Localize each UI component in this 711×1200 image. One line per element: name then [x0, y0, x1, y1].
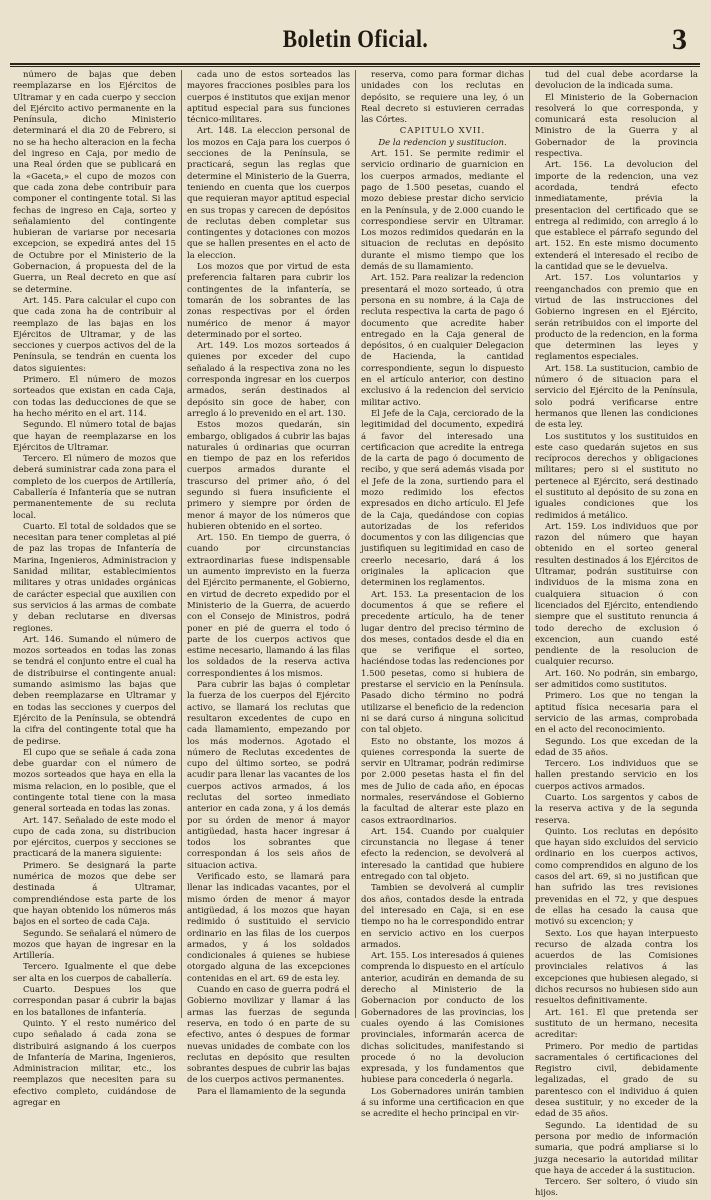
paragraph: Segundo. Los que excedan de la edad de 35 años. [535, 736, 698, 758]
paragraph: Art. 152. Para realizar la redencion presentará el mozo sorteado, ú otra persona en su nombre, á la Caja de recluta respectiva la carta de pago ó documento que acredite haber entregado en la Caja general de depósitos, ó en cualquier Delegacion de Hacienda, la cantidad correspondiente, segun lo dispuesto en el artículo anterior, con destino exclusivo á la redencion del servicio militar activo. [361, 273, 524, 408]
paragraph: Tercero. El número de mozos que deberá suministrar cada zona para el completo de los cuerpos de Artillería, Caballería é Infantería que se nutran permanentemente de su recluta local. [13, 454, 176, 521]
paragraph: Art. 154. Cuando por cualquier circunstancia no llegase á tener efecto la redencion, se devolverá al interesado la cantidad que hubiere entregado con tal objeto. [361, 826, 524, 883]
paragraph: número de bajas que deben reemplazarse en los Ejércitos de Ultramar y en cada cuerpo y seccion del Ejército activo permanente en la Península, dicho Ministerio determinará el dia 20 de Febrero, si no se ha hecho alteracion en la fecha del ingreso en Caja, por medio de una Real órden que se publicará en la «Gaceta,» el cupo de mozos con que cada zona debe contribuir para componer el contingente total. Si las fechas de ingreso en Caja, sorteo y señalamiento del contingente hubieran de variarse por necesaria excepcion, se expedirá antes del 15 de Octubre por el Ministerio de la Gobernacion, á propuesta del de la Guerra, un Real decreto en que así se determine. [13, 70, 176, 295]
paragraph: Art. 159. Los individuos que por razon del número que hayan obtenido en el sorteo general resulten destinados á los Ejércitos de Ultramar, podrán sustituirse con individuos de la misma zona en cualquiera situacion ó con licenciados del Ejército, entendiendo siempre que el sustituto renuncia á todo derecho de exclusion ó excencion, aun cuando esté pendiente de la resolucion de cualquier recurso. [535, 521, 698, 668]
paragraph: Tercero. Ser soltero, ó viudo sin hijos. [535, 1177, 698, 1199]
page-header [0, 23, 711, 60]
paragraph: reserva, como para formar dichas unidades con los reclutas en depósito, se requiere una ley, ó un Real decreto si estuvieren cerradas las Córtes. [361, 70, 524, 126]
paragraph: Primero. El número de mozos sorteados que existan en cada Caja, con todas las deducciones de que se ha hecho mérito en el art. 114. [13, 375, 176, 419]
paragraph: Art. 148. La eleccion personal de los mozos en Caja para los cuerpos ó secciones de la Península, se practicará, segun las reglas que determine el Ministerio de la Guerra, teniendo en cuenta que los cuerpos que requieran mayor aptitud especial en sus tropas y carecen de depósitos de reclutas deben completar sus contingentes y dotaciones con mozos que se hallen presentes en el acto de la eleccion. [187, 126, 350, 261]
paragraph: Art. 151. Se permite redimir el servicio ordinario de guarnicion en los cuerpos armados, mediante el pago de 1.500 pesetas, cuando el mozo debiese prestar dicho servicio en la Península, y de 2.000 cuando le correspondiese servir en Ultramar. Los mozos redimidos quedarán en la situacion de reclutas en depósito durante el mismo tiempo que los demás de su llamamiento. [361, 149, 524, 273]
column-divider [529, 70, 530, 1018]
paragraph: Cuarto. Los sargentos y cabos de la reserva activa y de la segunda reserva. [535, 793, 698, 826]
paragraph: El cupo que se señale á cada zona debe guardar con el número de mozos sorteados que haya en ella la misma relacion, en lo posible, que el contingente total tiene con la masa general sorteada en todas las zonas. [13, 747, 176, 815]
paragraph: Art. 153. La presentacion de los documentos á que se refiere el precedente artículo, ha de tener lugar dentro del preciso término de dos meses, contados desde el dia en que se verifique el sorteo, haciéndose todas las redenciones por 1.500 pesetas, como si hubiera de prestarse el servicio en la Península. Pasado dicho término no podrá utilizarse el beneficio de la redencion ni se dará curso á ninguna solicitud con tal objeto. [361, 589, 524, 736]
paragraph: Primero. Por medio de partidas sacramentales ó certificaciones del Registro civil, debidamente legalizadas, el grado de su parentesco con el individuo á quien desea sustituir, y no exceder de la edad de 35 años. [535, 1041, 698, 1120]
paragraph: Los mozos que por virtud de esta preferencia faltaren para cubrir los contingentes de la infantería, se tomarán de los sobrantes de las zonas respectivas por el órden numérico de menor á mayor determinado por el sorteo. [187, 262, 350, 340]
paragraph: Art. 158. La sustitucion, cambio de número ó de situacion para el servicio del Ejército de la Península, solo podrá verificarse entre hermanos que llenen las condiciones de esta ley. [535, 363, 698, 431]
paragraph: Art. 156. La devolucion del importe de la redencion, una vez acordada, tendrá efecto inmediatamente, prévia la presentacion del certificado que se entrega al redimido, con arreglo á lo que establece el párrafo segundo del art. 152. En este mismo documento extenderá el interesado el recibo de la cantidad que se le devuelva. [535, 160, 698, 273]
paragraph: Estos mozos quedarán, sin embargo, obligados á cubrir las bajas naturales ú ordinarias que ocurran en tiempo de paz en los referidos cuerpos armados durante el trascurso del primer año, ó del segundo si fuera insuficiente el primero y siempre por órden de menor á mayor de los números que hubieren obtenido en el sorteo. [187, 420, 350, 532]
paragraph: Esto no obstante, los mozos á quienes corresponda la suerte de servir en Ultramar, podrán redimirse por 2.000 pesetas hasta el fin del mes de Julio de cada año, en épocas normales, reservándose el Gobierno la facultad de alterar este plazo en casos extraordinarios. [361, 736, 524, 826]
paragraph: Quinto. Los reclutas en depósito que hayan sido excluidos del servicio ordinario en los cuerpos activos, como comprendidos en alguno de los casos del art. 69, si no justifican que han sufrido las tres revisiones prevenidas en el 72, y que despues de ellas ha cesado la causa que motivó su excencion; y [535, 826, 698, 928]
text-column-4 [535, 70, 698, 1199]
paragraph: Los sustitutos y los sustituidos en este caso quedarán sujetos en sus recíprocos derechos y obligaciones militares; pero si el sustituto no pertenece al Ejército, será destinado el sustituto al depósito de su zona en iguales condiciones que los redimidos á metálico. [535, 431, 698, 521]
paragraph: Segundo. El número total de bajas que hayan de reemplazarse en los Ejércitos de Ultramar. [13, 420, 176, 453]
text-column-3 [361, 70, 524, 1120]
chapter-subtitle: De la redencion y sustitucion. [378, 137, 507, 148]
paragraph: Primero. Se designará la parte numérica de mozos que debe ser destinada á Ultramar, comprendiéndose esta parte de los que hayan obtenido los números más bajos en el sorteo de cada Caja. [13, 860, 176, 928]
paragraph: El Ministerio de la Gobernacion resolverá lo que corresponda, y comunicará esta resolucion al Ministro de la Guerra y al Gobernador de la provincia respectiva. [535, 92, 698, 160]
paragraph: Tambien se devolverá al cumplir dos años, contados desde la entrada del interesado en Caja, si en ese tiempo no ha le correspondido entrar en servicio activo en los cuerpos armados. [361, 883, 524, 950]
paragraph: Art. 150. En tiempo de guerra, ó cuando por circunstancias extraordinarias fuese indispensable un aumento imprevisto en la fuerza del Ejército permanente, el Gobierno, en virtud de decreto expedido por el Ministerio de la Guerra, de acuerdo con el Consejo de Ministros, podrá poner en pié de guerra el todo ó parte de los cuerpos activos que estime necesario, llamando á las filas los soldados de la reserva activa correspondientes á los mismos. [187, 533, 350, 679]
column-divider [355, 70, 356, 1018]
paragraph: Art. 160. No podrán, sin embargo, ser admitidos como sustitutos. [535, 668, 698, 691]
paragraph: Art. 145. Para calcular el cupo con que cada zona ha de contribuir al reemplazo de las bajas en los Ejércitos de Ultramar, y de las secciones y cuerpos activos del de la Península, se tendrán en cuenta los datos siguientes: [13, 295, 176, 374]
paragraph: cada uno de estos sorteados las mayores fracciones posibles para los cuerpos é institutos que exijan menor aptitud especial para sus funciones técnico-militares. [187, 70, 350, 126]
header-rule-thin [10, 66, 700, 67]
chapter-heading: CAPITULO XVII. [399, 126, 486, 137]
paragraph: Cuarto. Despues los que correspondan pasar á cubrir la bajas en los batallones de infantería. [13, 985, 176, 1018]
paragraph: Art. 149. Los mozos sorteados á quienes por exceder del cupo señalado á la respectiva zona no les corresponda ingresar en los cuerpos armados, serán destinados al depósito sin goce de haber, con arreglo á lo prevenido en el art. 130. [187, 341, 350, 419]
paragraph: Tercero. Igualmente el que debe ser alta en los cuerpos de caballería. [13, 962, 176, 984]
paragraph: El Jefe de la Caja, cerciorado de la legitimidad del documento, expedirá á favor del interesado una certificacion que acredite la entrega de la carta de pago ó documento de recibo, y que será además visada por el Jefe de la zona, surtiendo para el mozo redimido los efectos expresados en dicho artículo. El Jefe de la Caja, quedándose con copias autorizadas de los referidos documentos y con las diligencias que justifiquen su legitimidad en caso de creerlo necesario, dará á los originales la aplicacion que determinen los reglamentos. [361, 408, 524, 589]
paragraph: Sexto. Los que hayan interpuesto recurso de alzada contra los acuerdos de las Comisiones provinciales relativos á las excepciones que hubiesen alegado, si dichos recursos no hubiesen sido aun resueltos definitivamente. [535, 928, 698, 1007]
paragraph: Art. 147. Señalado de este modo el cupo de cada zona, su distribucion por ejércitos, cuerpos y secciones se practicará de la manera siguiente: [13, 815, 176, 860]
page-number: 3 [672, 23, 687, 56]
paragraph: Cuarto. El total de soldados que se necesitan para tener completas al pié de paz las tropas de Infantería de Marina, Ingenieros, Administracion y Sanidad militar, establecimientos militares y otras unidades orgánicas de carácter especial que auxilien con sus servicios á las armas de combate y deban reclutarse en diversas regiones. [13, 521, 176, 634]
paragraph: Verificado esto, se llamará para llenar las indicadas vacantes, por el mismo órden de menor á mayor antigüedad, á los mozos que hayan redimido ó sustituido el servicio ordinario en las filas de los cuerpos armados, y á los soldados condicionales á quienes se hubiese otorgado alguna de las excepciones contenidas en el art. 69 de esta ley. [187, 872, 350, 984]
header-rule [10, 63, 700, 65]
paragraph: Para el llamamiento de la segunda [197, 1086, 346, 1097]
paragraph: Segundo. La identidad de su persona por medio de información sumaria, que podrá ampliarse si lo juzga necesario la autoridad militar que haya de acceder á la sustitucion. [535, 1120, 698, 1176]
paragraph: Los Gobernadores unirán tambien á su informe una certificacion en que se acredite el hecho principal en vir- [361, 1086, 524, 1120]
paragraph: Art. 157. Los voluntarios y reenganchados con premio que en virtud de las instrucciones del Gobierno ingresen en el Ejército, serán retribuidos con el importe del producto de la redencion, en la forma que determinen las leyes y reglamentos especiales. [535, 273, 698, 363]
paragraph: Art. 146. Sumando el número de mozos sorteados en todas las zonas se tendrá el conjunto entre el cual ha de distribuirse el contingente anual: sumando asimismo las bajas que deben reemplazarse en Ultramar y en todas las secciones y cuerpos del Ejército de la Península, se obtendrá la cifra del contingente total que ha de pedirse. [13, 634, 176, 747]
paragraph: Quinto. Y el resto numérico del cupo señalado á cada zona se distribuirá asignando á los cuerpos de Infantería de Marina, Ingenieros, Administracion militar, etc., los reemplazos que necesiten para su efectivo completo, cuidándose de agregar en [13, 1018, 176, 1109]
paragraph: Art. 155. Los interesados á quienes comprenda lo dispuesto en el artículo anterior, acudirán en demanda de su derecho al Ministerio de la Gobernacion por conducto de los Gobernadores de las provincias, los cuales oyendo á las Comisiones provinciales, informarán acerca de dichas solicitudes, manifestando si procede ó no la devolucion expresada, y los fundamentos que hubiese para concederla ó negarla. [361, 951, 524, 1086]
column-divider [181, 70, 182, 1018]
text-column-2 [187, 70, 350, 1097]
paragraph: Tercero. Los individuos que se hallen prestando servicio en los cuerpos activos armados. [535, 759, 698, 792]
text-column-1 [13, 70, 177, 1109]
paragraph: Primero. Los que no tengan la aptitud física necesaria para el servicio de las armas, comprobada en el acto del reconocimiento. [535, 691, 698, 736]
paragraph: Segundo. Se señalará el número de mozos que hayan de ingresar en la Artillería. [13, 928, 177, 962]
paragraph: Para cubrir las bajas ó completar la fuerza de los cuerpos del Ejército activo, se llamará los reclutas que resultaron excedentes de cupo en cada llamamiento, empezando por los más modernos. Agotado el número de Reclutas excedentes de cupo del último sorteo, se podrá acudir para llenar las vacantes de los cuerpos activos armados, á los reclutas del sorteo inmediato anterior en cada zona, y á los demás por su órden de menor á mayor antigüedad, hasta hacer ingresar á todos los sobrantes que correspondan á los seis años de situacion activa. [187, 680, 350, 871]
paragraph: tud del cual debe acordarse la devolucion de la indicada suma. [535, 70, 698, 92]
paragraph: Cuando en caso de guerra podrá el Gobierno movilizar y llamar á las armas las fuerzas de segunda reserva, en todo ó en parte de su efectivo, antes ó despues de formar nuevas unidades de combate con los reclutas en depósito que resulten sobrantes despues de cubrir las bajas de los cuerpos activos permanentes. [187, 985, 350, 1086]
paragraph: Art. 161. El que pretenda ser sustituto de un hermano, necesita acreditar: [535, 1007, 698, 1041]
masthead-title: Boletin Oficial. [282, 26, 429, 53]
